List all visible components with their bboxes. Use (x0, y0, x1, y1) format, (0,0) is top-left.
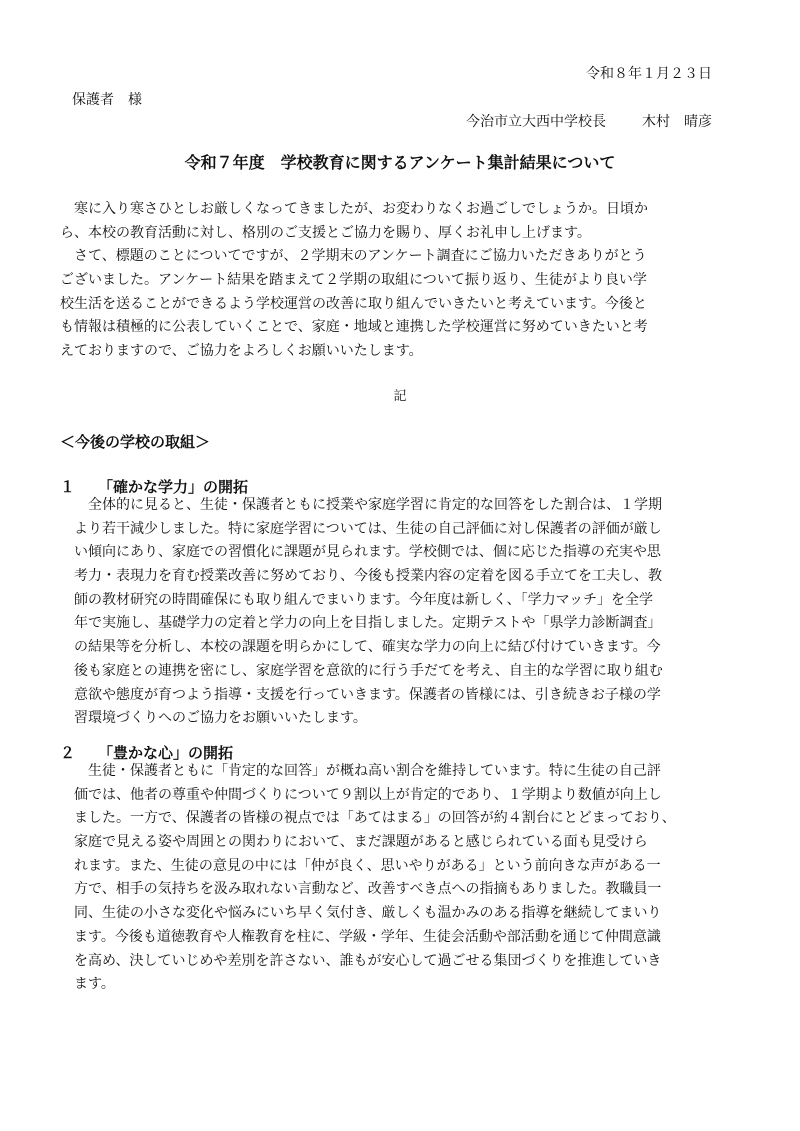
intro-line: ら、本校の教育活動に対し、格別のご支援とご協力を賜り、厚くお礼申し上げます。 (60, 224, 591, 241)
intro-line: えておりますので、ご協力をよろしくお願いいたします。 (60, 343, 423, 360)
section-2-line: を高め、決していじめや差別を許さない、誰もが安心して過ごせる集団づくりを推進していき (60, 952, 662, 969)
section-1-line: 考力・表現力を育む授業改善に努めており、今後も授業内容の定着を図る手立てを工夫し、教 (60, 568, 662, 585)
section-1-line: より若干減少しました。特に家庭学習については、生徒の自己評価に対し保護者の評価が厳し (60, 520, 662, 537)
section-1-line: 全体的に見ると、生徒・保護者ともに授業や家庭学習に肯定的な回答をした割合は、１学期 (60, 497, 662, 513)
section-1-title-text: 「確かな学力」の開拓 (98, 478, 249, 496)
section-2-line: ました。一方で、保護者の皆様の視点では「あてはまる」の回答が約４割台にとどまっており、 (60, 810, 676, 827)
section-2-line: 生徒・保護者ともに「肯定的な回答」が概ね高い割合を維持しています。特に生徒の自己評 (60, 763, 661, 779)
document-date: 令和８年１月２３日 (586, 66, 712, 82)
section-2-line: れます。また、生徒の意見の中には「仲が良く、思いやりがある」という前向きな声がある一 (60, 857, 661, 874)
intro-line: 寒に入り寒さひとしお厳しくなってきましたが、お変わりなくお過ごしでしょうか。日頃か (60, 201, 648, 217)
section-1-number: １ (60, 478, 76, 496)
intro-line: さて、標題のことについてですが、２学期末のアンケート調査にご協力いただきありがとう (60, 248, 647, 265)
section-2-number: ２ (60, 744, 76, 762)
section-1-line: 意欲や態度が育つよう指導・支援を行っていきます。保護者の皆様には、引き続きお子様の学 (60, 686, 661, 703)
intro-paragraph (60, 198, 750, 364)
section-1-line: 師の教材研究の時間確保にも取り組んでまいります。今年度は新しく、「学力マッチ」を全学 (60, 591, 654, 608)
intro-line: 校生活を送ることができるよう学校運営の改善に取り組んでいきたいと考えています。今後と (60, 295, 647, 312)
section-1-line: い傾向にあり、家庭での習慣化に課題が見られます。学校側では、個に応じた指導の充実や思 (60, 544, 661, 561)
section-2-line: 同、生徒の小さな変化や悩みにいち早く気付き、厳しくも温かみのある指導を継続してまいり (60, 905, 662, 922)
section-1-body (60, 494, 750, 731)
section-1-line: 習環境づくりへのご協力をお願いいたします。 (60, 710, 367, 727)
section-2-title-text: 「豊かな心」の開拓 (98, 744, 234, 762)
intro-line: も情報は積極的に公表していくことで、家庭・地域と連携した学校運営に努めていきたいと考 (60, 319, 648, 336)
sender (466, 111, 712, 131)
section-2-line: ます。 (60, 976, 115, 993)
section-2-line: 家庭で見える姿や周囲との関わりにおいて、まだ課題があると感じられている面も見受けら (60, 834, 648, 851)
section-1-line: 年で実施し、基礎学力の定着と学力の向上を目指しました。定期テストや「県学力診断調査」 (60, 615, 662, 632)
sender-name: 木村 晴彦 (642, 114, 712, 130)
document-title: 令和７年度 学校教育に関するアンケート集計結果について (184, 153, 616, 172)
section-1-line: 後も家庭との連携を密にし、家庭学習を意欲的に行う手だてを考え、自主的な学習に取り組む (60, 662, 663, 679)
section-2-line: 価では、他者の尊重や仲間づくりについて９割以上が肯定的であり、１学期より数値が向上し (60, 786, 662, 803)
section-heading: ＜今後の学校の取組＞ (60, 433, 211, 451)
section-2-line: ます。今後も道徳教育や人権教育を柱に、学級・学年、生徒会活動や部活動を通じて仲間意識 (60, 928, 661, 945)
section-2-body (60, 760, 750, 997)
addressee: 保護者 様 (72, 92, 142, 108)
section-2-line: 方で、相手の気持ちを汲み取れない言動など、改善すべき点への指摘もありました。教職員一 (60, 881, 662, 898)
sender-school-principal: 今治市立大西中学校長 (466, 114, 606, 130)
intro-line: ございました。アンケート結果を踏まえて２学期の取組について振り返り、生徒がより良い学 (60, 272, 647, 289)
section-1-line: の結果等を分析し、本校の課題を明らかにして、確実な学力の向上に結び付けていきます。今 (60, 639, 661, 656)
ki-mark: 記 (393, 389, 407, 404)
